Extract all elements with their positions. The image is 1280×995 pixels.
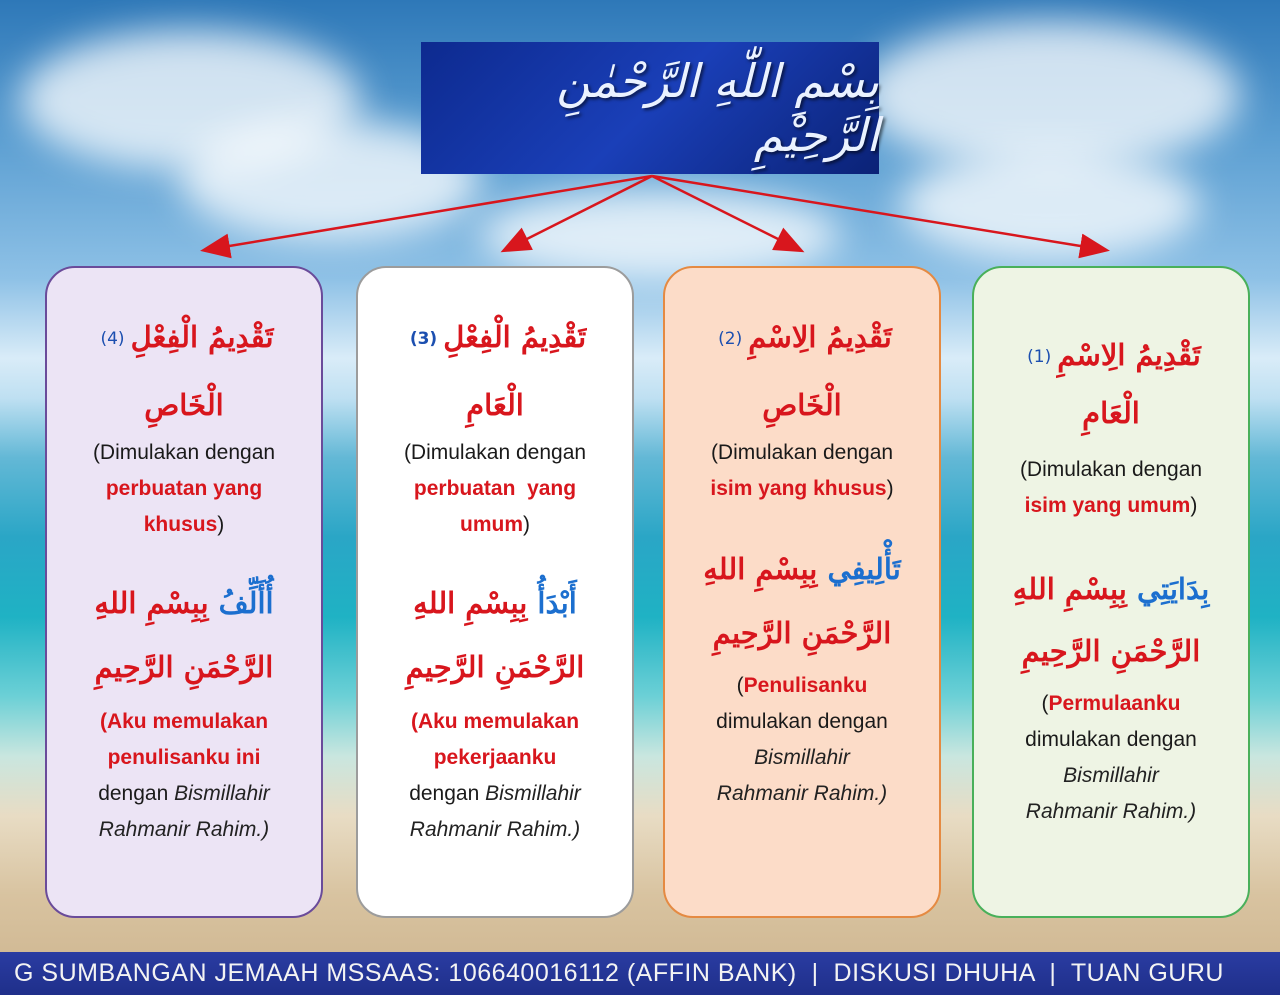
card-example-line1: أُأَلِّفُ بِبِسْمِ اللهِ [94,586,274,620]
card-example-line1: أَبْدَأُ بِبِسْمِ اللهِ [413,586,577,620]
news-ticker [0,952,1280,995]
card-translation: (Penulisanku dimulakan dengan Bismillahir Rahmanir Rahim.) [716,674,888,805]
card-number: (1) [1027,346,1052,367]
card-number: (4) [100,328,125,349]
card-heading-line2: الْخَاصِ [762,388,842,422]
card-example-line1: بِدَايَتِي بِبِسْمِ اللهِ [1012,572,1210,606]
card-heading-line1: تَقْدِيمُ الِاسْمِ(2) [718,320,892,354]
card-taqdim-fil-am [356,266,634,918]
card-heading-line2: الْخَاصِ [144,388,224,422]
card-translation: (Aku memulakan penulisanku ini dengan Bismillahir Rahmanir Rahim.) [98,710,270,841]
ticker-text: G SUMBANGAN JEMAAH MSSAAS: 106640016112 (AFFIN BANK) | DISKUSI DHUHA | TUAN GURU [14,959,1224,987]
arrow-to-card-4 [205,176,652,250]
card-taqdim-ism-khas [663,266,941,918]
card-description: (Dimulakan dengan isim yang khusus) [710,441,894,500]
card-taqdim-fil-khas [45,266,323,918]
arrow-to-card-1 [652,176,1105,250]
card-example-line2: الرَّحْمَنِ الرَّحِيمِ [405,650,585,684]
card-heading-line2: الْعَامِ [466,388,524,422]
card-description: (Dimulakan dengan perbuatan yang khusus) [92,441,276,536]
card-description: (Dimulakan dengan isim yang umum) [1019,458,1203,517]
card-heading-line2: الْعَامِ [1082,396,1140,430]
card-translation: (Aku memulakan pekerjaanku dengan Bismillahir Rahmanir Rahim.) [409,710,581,841]
card-translation: (Permulaanku dimulakan dengan Bismillahir Rahmanir Rahim.) [1025,692,1197,823]
card-heading-line1: تَقْدِيمُ الْفِعْلِ(3) [409,320,587,354]
card-number: (3) [409,328,438,349]
card-example-line2: الرَّحْمَنِ الرَّحِيمِ [1021,634,1201,668]
card-example-line2: الرَّحْمَنِ الرَّحِيمِ [712,616,892,650]
card-example-line2: الرَّحْمَنِ الرَّحِيمِ [94,650,274,684]
card-taqdim-ism-am [972,266,1250,918]
card-example-line1: تَأْلِيفِي بِبِسْمِ اللهِ [703,552,901,586]
card-description: (Dimulakan dengan perbuatan yang umum) [403,441,587,536]
basmalah-text: بِسْمِ اللّٰهِ الرَّحْمٰنِ الرَّحِيْمِ [556,54,879,162]
card-heading-line1: تَقْدِيمُ الِاسْمِ(1) [1027,338,1201,372]
card-heading-line1: تَقْدِيمُ الْفِعْلِ(4) [100,320,274,354]
card-number: (2) [718,328,743,349]
